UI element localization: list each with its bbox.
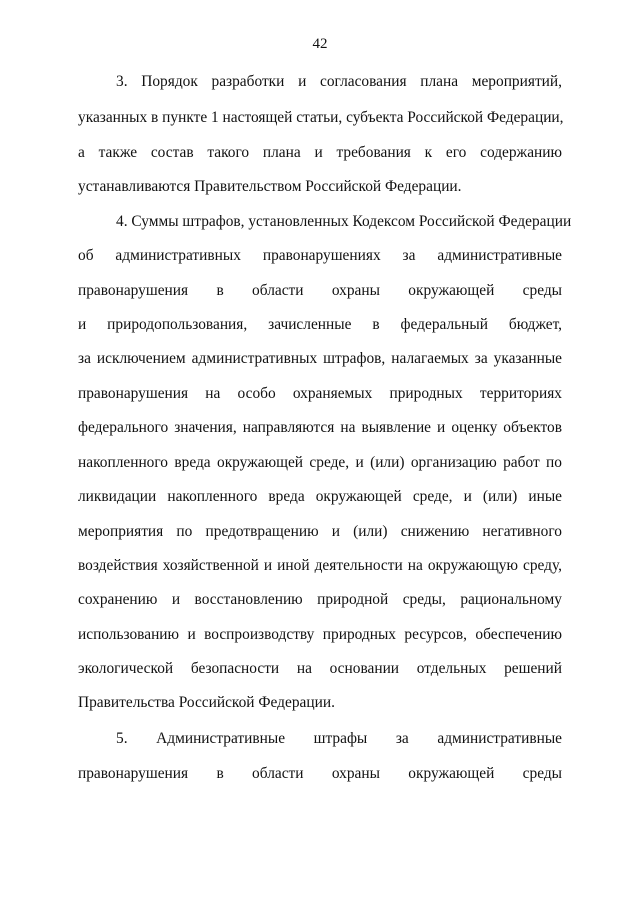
text-line: указанных в пункте 1 настоящей статьи, субъекта Российской Федерации,	[78, 109, 564, 126]
text-line: воздействия хозяйственной и иной деятельности на окружающую среду,	[78, 557, 562, 574]
text-line: накопленного вреда окружающей среде, и (или) организацию работ по	[78, 454, 562, 471]
text-line: ликвидации накопленного вреда окружающей среде, и (или) иные	[78, 488, 562, 505]
text-line: 5. Административные штрафы за административные	[116, 730, 562, 747]
text-line: правонарушения на особо охраняемых природных территориях	[78, 385, 562, 402]
text-line: за исключением административных штрафов, налагаемых за указанные	[78, 350, 562, 367]
text-line: сохранению и восстановлению природной среды, рациональному	[78, 591, 562, 608]
text-line: экологической безопасности на основании отдельных решений	[78, 660, 562, 677]
text-line: 3. Порядок разработки и согласования плана мероприятий,	[116, 73, 562, 90]
text-line: правонарушения в области охраны окружающей среды	[78, 282, 562, 299]
text-line: 4. Суммы штрафов, установленных Кодексом Российской Федерации	[116, 213, 572, 230]
text-line: использованию и воспроизводству природных ресурсов, обеспечению	[78, 626, 562, 643]
text-line: федерального значения, направляются на выявление и оценку объектов	[78, 419, 562, 436]
text-line: Правительства Российской Федерации.	[78, 694, 335, 711]
text-line: и природопользования, зачисленные в федеральный бюджет,	[78, 316, 562, 333]
text-line: устанавливаются Правительством Российской Федерации.	[78, 178, 462, 195]
text-line: мероприятия по предотвращению и (или) снижению негативного	[78, 523, 562, 540]
page-number: 42	[312, 36, 328, 52]
text-line: а также состав такого плана и требования к его содержанию	[78, 144, 562, 161]
text-line: об административных правонарушениях за административные	[78, 247, 562, 264]
text-line: правонарушения в области охраны окружающей среды	[78, 765, 562, 782]
